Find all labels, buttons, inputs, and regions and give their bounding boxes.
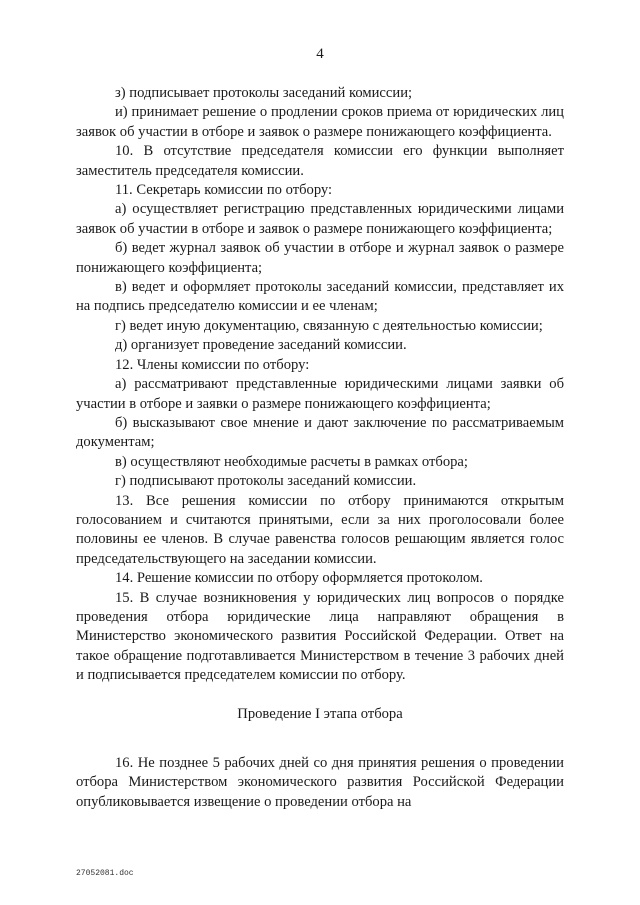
paragraph-12v: в) осуществляют необходимые расчеты в рамках отбора; [115,453,468,470]
paragraph-12: 12. Члены комиссии по отбору: [115,356,310,373]
paragraph-3i: и) принимает решение о продлении сроков приема от юридических лиц заявок об участии в отборе и заявок о размере понижающего коэффициента. [76,104,564,140]
paragraph-11a: а) осуществляет регистрацию представленных юридическими лицами заявок об участии в отборе и заявок о размере понижающего коэффициента; [76,201,564,237]
paragraph-11g: г) ведет иную документацию, связанную с деятельностью комиссии; [115,317,543,334]
document-body [76,84,564,812]
footer-document-code: 27052081.doc [76,869,134,878]
paragraph-11: 11. Секретарь комиссии по отбору: [115,182,333,199]
paragraph-12b: б) высказывают свое мнение и дают заключение по рассматриваемым документам; [76,414,564,451]
paragraph-15: 15. В случае возникновения у юридических лиц вопросов о порядке проведения отбора юридические лица направляют обращения в Министерство экономического развития Российской Федерации. Ответ на такое обращение подготавливается Министерством в течение 3 рабочих дней и подписывается председателем комиссии по отбору. [76,589,564,684]
section-heading: Проведение I этапа отбора [237,705,403,722]
paragraph-11d: д) организует проведение заседаний комиссии. [115,337,407,354]
paragraph-16: 16. Не позднее 5 рабочих дней со дня принятия решения о проведении отбора Министерством экономического развития Российской Федерации опубликовывается извещение о проведении отбора на [76,755,564,810]
paragraph-10: 10. В отсутствие председателя комиссии его функции выполняет заместитель председателя комиссии. [76,143,564,179]
paragraph-11v: в) ведет и оформляет протоколы заседаний комиссии, представляет их на подпись председателю комиссии и ее членам; [76,279,564,315]
page-number: 4 [316,46,324,62]
paragraph-12a: а) рассматривают представленные юридическими лицами заявки об участии в отборе и заявки о размере понижающего коэффициента; [76,376,564,412]
paragraph-12g: г) подписывают протоколы заседаний комиссии. [115,473,417,490]
paragraph-11b: б) ведет журнал заявок об участии в отборе и журнал заявок о размере понижающего коэффициента; [76,240,564,276]
paragraph-13: 13. Все решения комиссии по отбору принимаются открытым голосованием и считаются принятыми, если за них проголосовали более половины ее членов. В случае равенства голосов решающим является голос председательствующего на заседании комиссии. [76,492,564,567]
paragraph-3z: з) подписывает протоколы заседаний комиссии; [115,85,413,101]
paragraph-14: 14. Решение комиссии по отбору оформляется протоколом. [115,570,483,587]
